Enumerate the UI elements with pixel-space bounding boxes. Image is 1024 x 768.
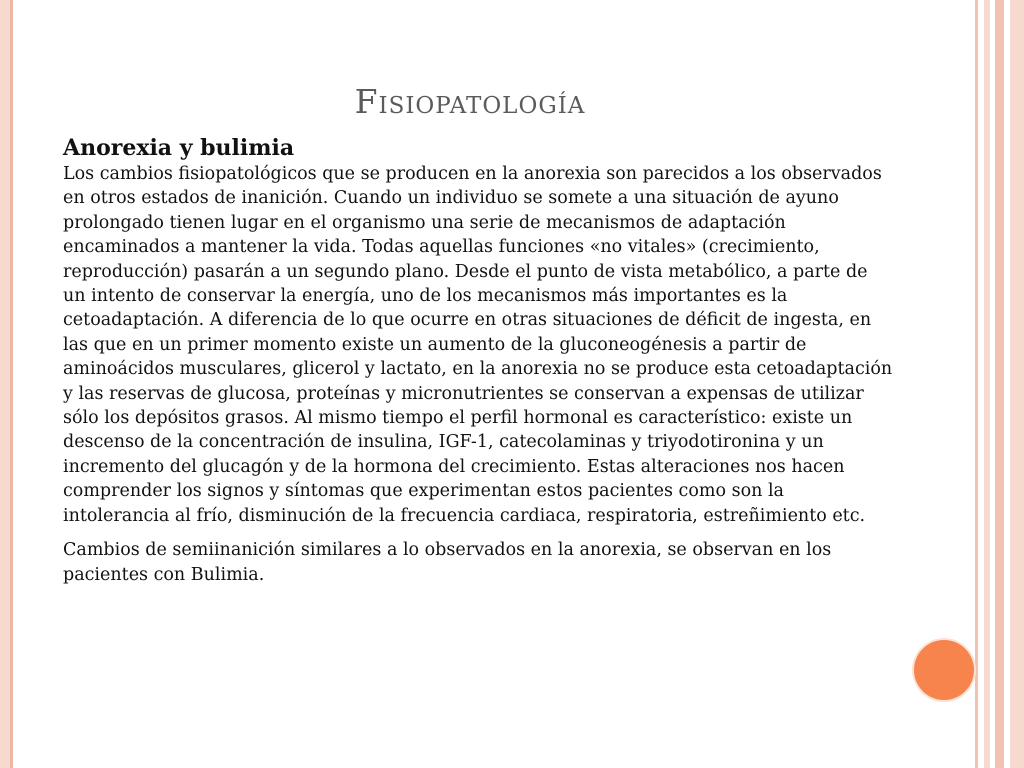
right-decorative-stripe <box>995 0 1004 768</box>
paragraph-anorexia: Los cambios fisiopatológicos que se producen en la anorexia son parecidos a los observados en otros estados de inanición. Cuando un individuo se somete a una situación de ayuno prolongado tienen lugar en el organismo una serie de mecanismos de adaptación encaminados a mantener la vida. Todas aquellas funciones «no vitales» (crecimiento, reproducción) pasarán a un segundo plano. Desde el punto de vista metabólico, a parte de un intento de conservar la energía, uno de los mecanismos más importantes es la cetoadaptación. A diferencia de lo que ocurre en otras situaciones de déficit de ingesta, en las que en un primer momento existe un aumento de la gluconeogénesis a partir de aminoácidos musculares, glicerol y lactato, en la anorexia no se produce esta cetoadaptación y las reservas de glucosa, proteínas y micronutrientes se conservan a expensas de utilizar sólo los depósitos grasos. Al mismo tiempo el perfil hormonal es característico: existe un descenso de la concentración de insulina, IGF-1, catecolaminas y triyodotironina y un incremento del glucagón y de la hormona del crecimiento. Estas alteraciones nos hacen comprender los signos y síntomas que experimentan estos pacientes como son la intolerancia al frío, disminución de la frecuencia cardiaca, respiratoria, estreñimiento etc. <box>63 164 893 526</box>
paragraph-bulimia: Cambios de semiinanición similares a lo observados en la anorexia, se observan en los pacientes con Bulimia. <box>63 540 832 585</box>
right-decorative-stripe <box>984 0 990 768</box>
slide-content <box>63 134 893 587</box>
decorative-circle <box>914 640 974 700</box>
slide-title: Fisiopatología <box>354 82 586 121</box>
slide-subtitle: Anorexia y bulimia <box>63 135 295 161</box>
right-decorative-stripe <box>1010 0 1024 768</box>
right-decorative-stripe <box>975 0 978 768</box>
